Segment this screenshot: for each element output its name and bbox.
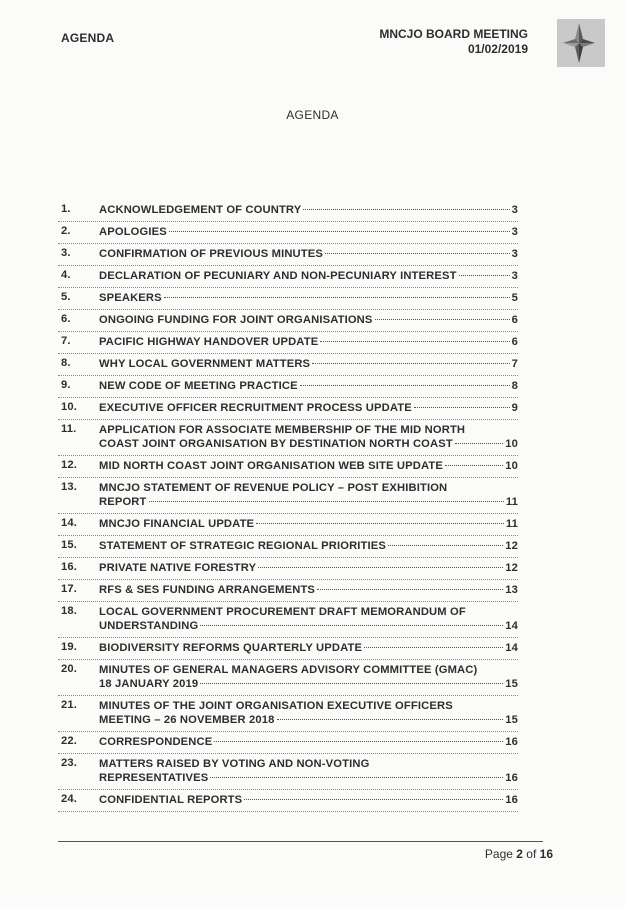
agenda-item-leader-line [99,539,518,553]
agenda-item-leader-line [99,517,518,531]
agenda-item [58,514,518,536]
agenda-item-title: MEETING – 26 NOVEMBER 2018 [99,714,275,726]
agenda-item [58,354,518,376]
agenda-item [58,660,518,696]
agenda-item-number: 18. [61,605,78,617]
agenda-item-entry [99,735,518,749]
agenda-item-page: 3 [511,226,518,238]
agenda-item-page: 3 [511,270,518,282]
agenda-item-leader-line [99,583,518,597]
agenda-item-number: 1. [61,203,71,215]
agenda-item-entry [99,357,518,371]
agenda-item-title-line: MNCJO STATEMENT OF REVENUE POLICY – POST EXHIBITION [99,482,448,494]
agenda-item-number: 12. [61,459,78,471]
agenda-item-leader-line [99,619,518,633]
agenda-item-title: COAST JOINT ORGANISATION BY DESTINATION NORTH COAST [99,438,453,450]
dot-leader [149,501,504,502]
agenda-item-title: NEW CODE OF MEETING PRACTICE [99,380,298,392]
agenda-item-leader-line [99,357,518,371]
page-header-left: AGENDA [61,31,115,45]
agenda-item-entry [99,225,518,239]
agenda-item-title: 18 JANUARY 2019 [99,678,199,690]
agenda-item-title: DECLARATION OF PECUNIARY AND NON-PECUNIARY INTEREST [99,270,457,282]
agenda-item-title: ACKNOWLEDGEMENT OF COUNTRY [99,204,302,216]
agenda-item-leader-line [99,269,518,283]
agenda-item-entry [99,583,518,597]
agenda-item-title: WHY LOCAL GOVERNMENT MATTERS [99,358,311,370]
agenda-item-leader-line [99,313,518,327]
agenda-item-title-line: APPLICATION FOR ASSOCIATE MEMBERSHIP OF THE MID NORTH [99,424,466,436]
agenda-item-leader-line [99,459,518,473]
agenda-item-number: 3. [61,247,71,259]
agenda-item-number: 15. [61,539,78,551]
agenda-item-entry [99,269,518,283]
agenda-item [58,222,518,244]
agenda-item [58,288,518,310]
agenda-item [58,696,518,732]
agenda-item-entry [99,605,518,633]
agenda-item-entry [99,203,518,217]
agenda-item-entry [99,335,518,349]
dot-leader [258,567,503,568]
dot-leader [164,297,510,298]
agenda-item-number: 6. [61,313,71,325]
agenda-item-number: 10. [61,401,78,413]
agenda-item-number: 9. [61,379,71,391]
agenda-item-entry [99,379,518,393]
agenda-item-page: 5 [511,292,518,304]
agenda-item-title: SPEAKERS [99,292,162,304]
agenda-item-title: UNDERSTANDING [99,620,199,632]
agenda-item-title: STATEMENT OF STRATEGIC REGIONAL PRIORITIES [99,540,387,552]
agenda-item [58,398,518,420]
agenda-item [58,266,518,288]
agenda-item-leader-line [99,247,518,261]
agenda-item [58,478,518,514]
agenda-item-title: RFS & SES FUNDING ARRANGEMENTS [99,584,316,596]
agenda-item-title: REPORT [99,496,147,508]
agenda-item-number: 22. [61,735,78,747]
agenda-item-number: 21. [61,699,78,711]
agenda-item-title-line: MATTERS RAISED BY VOTING AND NON-VOTING [99,758,370,770]
agenda-item-title: CONFIDENTIAL REPORTS [99,794,243,806]
agenda-item-leader-line [99,203,518,217]
agenda-item-page: 11 [505,518,518,530]
dot-leader [388,545,503,546]
agenda-item-title: CORRESPONDENCE [99,736,213,748]
agenda-item [58,456,518,478]
agenda-item-leader-line [99,291,518,305]
page-number-total: 16 [539,847,553,861]
agenda-item [58,332,518,354]
agenda-item-entry [99,423,518,451]
agenda-item [58,310,518,332]
agenda-item-number: 19. [61,641,78,653]
agenda-item-title: MID NORTH COAST JOINT ORGANISATION WEB SITE UPDATE [99,460,443,472]
dot-leader [459,275,510,276]
agenda-item-page: 12 [505,540,518,552]
dot-leader [200,683,503,684]
agenda-item-page: 9 [511,402,518,414]
dot-leader [244,799,503,800]
agenda-item-number: 23. [61,757,78,769]
dot-leader [414,407,510,408]
agenda-item-number: 8. [61,357,71,369]
dot-leader [300,385,510,386]
agenda-item-page: 15 [505,714,518,726]
agenda-item-page: 14 [505,642,518,654]
agenda-item-page: 3 [511,248,518,260]
agenda-item-title: BIODIVERSITY REFORMS QUARTERLY UPDATE [99,642,363,654]
agenda-item-entry [99,561,518,575]
agenda-item [58,420,518,456]
dot-leader [312,363,509,364]
mncjo-logo-icon [557,19,605,67]
agenda-item-title: ONGOING FUNDING FOR JOINT ORGANISATIONS [99,314,373,326]
agenda-item-number: 4. [61,269,71,281]
agenda-item-title-line: MINUTES OF GENERAL MANAGERS ADVISORY COMMITTEE (GMAC) [99,664,478,676]
agenda-item-title: REPRESENTATIVES [99,772,209,784]
dot-leader [317,589,503,590]
agenda-item-title-line: LOCAL GOVERNMENT PROCUREMENT DRAFT MEMORANDUM OF [99,606,466,618]
agenda-item-leader-line [99,771,518,785]
agenda-item [58,580,518,602]
agenda-item [58,602,518,638]
agenda-item-entry [99,313,518,327]
agenda-item-entry [99,247,518,261]
footer-rule [58,841,543,842]
agenda-item-leader-line [99,379,518,393]
dot-leader [200,625,503,626]
agenda-item-leader-line [99,401,518,415]
agenda-item-page: 16 [505,794,518,806]
page-number [485,847,553,861]
dot-leader [169,231,510,232]
agenda-item-title: PACIFIC HIGHWAY HANDOVER UPDATE [99,336,319,348]
agenda-item-leader-line [99,677,518,691]
agenda-item-page: 10 [505,460,518,472]
agenda-item [58,536,518,558]
agenda-item-page: 15 [505,678,518,690]
agenda-item-title: PRIVATE NATIVE FORESTRY [99,562,257,574]
agenda-title: AGENDA [286,108,339,122]
agenda-item-title-line: MINUTES OF THE JOINT ORGANISATION EXECUTIVE OFFICERS [99,700,453,712]
dot-leader [277,719,504,720]
agenda-item-page: 16 [505,736,518,748]
dot-leader [210,777,503,778]
agenda-item-number: 14. [61,517,78,529]
agenda-item-leader-line [99,793,518,807]
agenda-item-title: MNCJO FINANCIAL UPDATE [99,518,255,530]
agenda-item-leader-line [99,495,518,509]
dot-leader [256,523,504,524]
agenda-item [58,732,518,754]
page-number-prefix: Page [484,847,517,861]
agenda-item-number: 20. [61,663,78,675]
agenda-item [58,790,518,812]
agenda-item-entry [99,539,518,553]
page-header-right [379,27,528,57]
agenda-item-entry [99,793,518,807]
page-number-of: of [522,847,540,861]
meeting-name: MNCJO BOARD MEETING [379,27,528,41]
meeting-date: 01/02/2019 [467,42,528,56]
agenda-item-title: CONFIRMATION OF PREVIOUS MINUTES [99,248,323,260]
dot-leader [303,209,509,210]
agenda-item-title: EXECUTIVE OFFICER RECRUITMENT PROCESS UPDATE [99,402,412,414]
agenda-item-page: 14 [505,620,518,632]
agenda-item-number: 7. [61,335,71,347]
dot-leader [375,319,510,320]
agenda-item-entry [99,757,518,785]
dot-leader [214,741,503,742]
agenda-item-leader-line [99,735,518,749]
dot-leader [320,341,509,342]
agenda-item-page: 16 [505,772,518,784]
agenda-item-number: 13. [61,481,78,493]
agenda-item [58,638,518,660]
agenda-item-title: APOLOGIES [99,226,167,238]
agenda-table-of-contents [58,200,518,812]
dot-leader [364,647,503,648]
agenda-item-entry [99,401,518,415]
agenda-item-page: 6 [511,314,518,326]
agenda-item-leader-line [99,335,518,349]
agenda-item-entry [99,699,518,727]
agenda-item-entry [99,291,518,305]
agenda-item-number: 5. [61,291,71,303]
agenda-item-entry [99,517,518,531]
agenda-item [58,754,518,790]
agenda-item-number: 16. [61,561,78,573]
agenda-item [58,558,518,580]
agenda-item-number: 24. [61,793,78,805]
agenda-item-leader-line [99,561,518,575]
agenda-item-leader-line [99,225,518,239]
agenda-item-leader-line [99,437,518,451]
dot-leader [455,443,503,444]
agenda-item-entry [99,481,518,509]
agenda-item-number: 2. [61,225,71,237]
agenda-item [58,244,518,266]
agenda-item [58,376,518,398]
dot-leader [445,465,503,466]
page-number-current: 2 [516,847,523,861]
agenda-item-page: 6 [511,336,518,348]
agenda-item-entry [99,459,518,473]
dot-leader [325,253,510,254]
agenda-item-leader-line [99,713,518,727]
agenda-item-page: 8 [511,380,518,392]
agenda-item-page: 13 [505,584,518,596]
agenda-item [58,200,518,222]
agenda-item-page: 10 [505,438,518,450]
agenda-item-entry [99,641,518,655]
agenda-item-page: 7 [511,358,518,370]
agenda-item-page: 3 [511,204,518,216]
agenda-item-page: 12 [505,562,518,574]
agenda-item-leader-line [99,641,518,655]
agenda-item-number: 17. [61,583,78,595]
agenda-item-page: 11 [505,496,518,508]
agenda-item-number: 11. [61,423,77,435]
agenda-item-entry [99,663,518,691]
